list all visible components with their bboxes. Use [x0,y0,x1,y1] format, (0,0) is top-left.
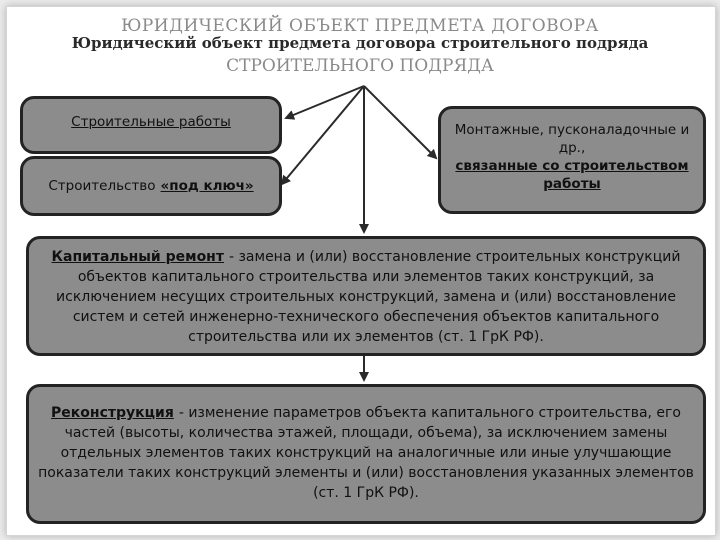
capital-repair-term: Капитальный ремонт [51,249,224,265]
reconstruction-term: Реконструкция [51,405,174,421]
diagram-title: Юридический объект предмета договора строительного подряда [71,34,649,52]
turnkey-prefix: Строительство [48,178,156,194]
box-construction-works [20,96,282,154]
box-capital-repair [26,236,706,356]
box-turnkey-construction [20,156,282,216]
title-ghost-line-2: СТРОИТЕЛЬНОГО ПОДРЯДА [226,56,494,76]
reconstruction-definition: - изменение параметров объекта капитального строительства, его частей (высоты, количества этажей, площади, объема), за исключением замены отдельных элементов таких конструкций на аналогичные или иные улучшающие показатели таких конструкций элементы и (или) восстановления указанных элементов (ст. 1 ГрК РФ). [38,405,694,501]
construction-works-label: Строительные работы [71,114,231,130]
box-installation-works [438,106,706,214]
installation-emphasis: связанные со строительством работы [455,158,689,192]
capital-repair-definition: - замена и (или) восстановление строительных конструкций объектов капитального строительства или элементов таких конструкций, за исключением несущих строительных конструкций, замена и (или) восстановление систем и сетей инженерно-технического обеспечения объектов капитального строительства или их элементов (ст. 1 ГрК РФ). [56,249,681,345]
box-reconstruction [26,384,706,524]
title-ghost-line-1: ЮРИДИЧЕСКИЙ ОБЪЕКТ ПРЕДМЕТА ДОГОВОРА [121,16,599,36]
installation-plain-text: Монтажные, пусконаладочные и др., [454,122,690,156]
turnkey-emphasis: «под ключ» [160,178,254,194]
